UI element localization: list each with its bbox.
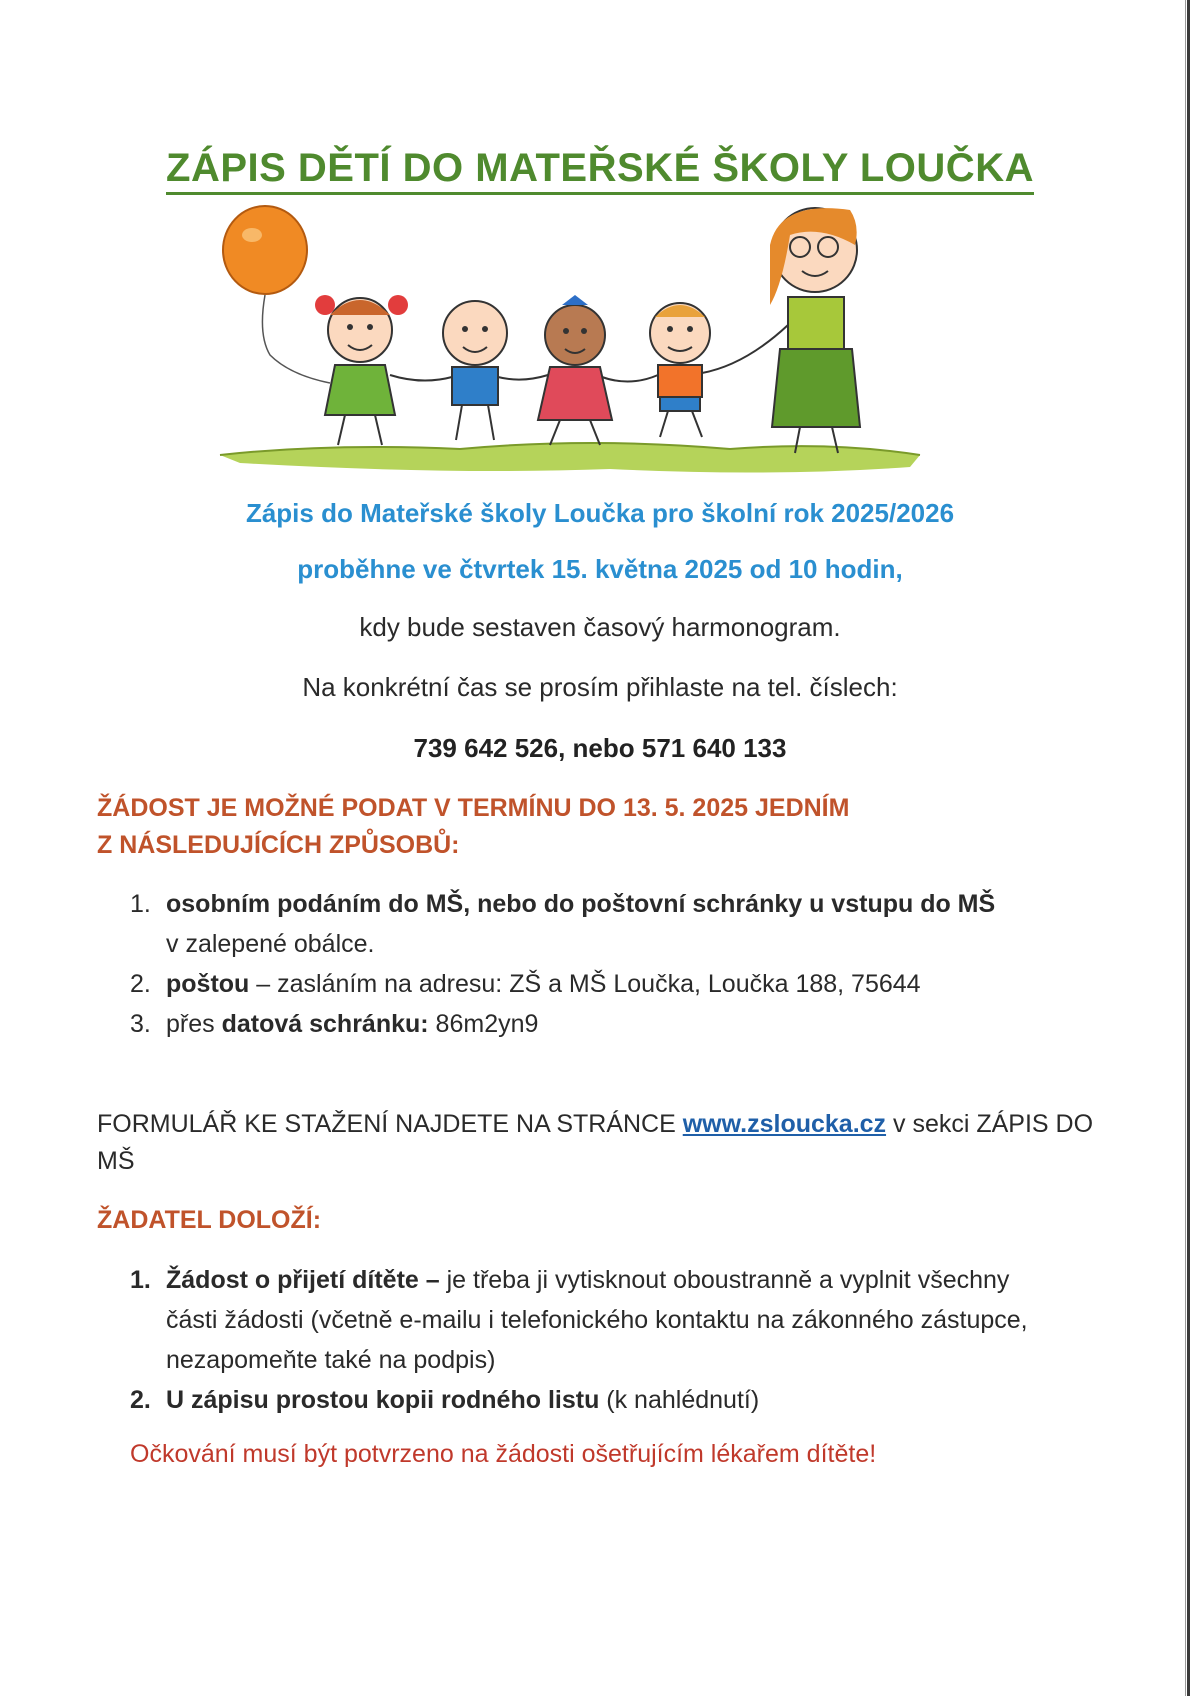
- document-detail: je třeba ji vytisknout oboustranně a vyplnit všechny části žádosti (včetně e-mailu i telefonického kontaktu na zákonného zástupce, nezapomeňte také na podpis): [166, 1266, 1028, 1374]
- submission-heading-line-2: Z NÁSLEDUJÍCÍCH ZPŮSOBŮ:: [97, 831, 460, 859]
- info-line-3: kdy bude sestaven časový harmonogram.: [359, 612, 841, 642]
- scan-edge-shadow: [1185, 0, 1186, 1696]
- page-title-text: ZÁPIS DĚTÍ DO MATEŘSKÉ ŠKOLY LOUČKA: [166, 146, 1034, 195]
- phone-numbers: 739 642 526, nebo 571 640 133: [413, 733, 787, 763]
- list-number: 2.: [130, 970, 151, 998]
- list-number: 1.: [130, 1266, 151, 1294]
- submission-methods-list: [130, 884, 1080, 1044]
- list-item: [130, 1260, 1030, 1380]
- form-download-note: [97, 1106, 1097, 1180]
- document-title: Žádost o přijetí dítěte –: [166, 1266, 440, 1294]
- required-documents-list: [130, 1260, 1030, 1420]
- form-text-after: v sekci ZÁPIS DO MŠ: [97, 1110, 1094, 1175]
- method-title: datová schránku:: [221, 1010, 429, 1038]
- method-prefix: přes: [166, 1010, 222, 1038]
- website-link[interactable]: www.zsloucka.cz: [682, 1110, 887, 1138]
- children-illustration: [210, 205, 930, 490]
- method-detail: 86m2yn9: [428, 1010, 539, 1038]
- list-number: 1.: [130, 890, 151, 918]
- page-title: [0, 146, 1200, 191]
- form-text-before: FORMULÁŘ KE STAŽENÍ NAJDETE NA STRÁNCE: [97, 1110, 683, 1138]
- submission-heading-line-1: ŽÁDOST JE MOŽNÉ PODAT V TERMÍNU DO 13. 5. 2025 JEDNÍM: [97, 794, 850, 822]
- info-line-4: Na konkrétní čas se prosím přihlaste na tel. číslech:: [302, 672, 898, 702]
- info-line-1: Zápis do Mateřské školy Loučka pro školní rok 2025/2026: [245, 498, 955, 528]
- method-title: osobním podáním do MŠ, nebo do poštovní schránky u vstupu do MŠ: [166, 890, 996, 918]
- submission-heading: [97, 790, 849, 864]
- list-number: 2.: [130, 1386, 151, 1414]
- list-item: [130, 1004, 1080, 1044]
- method-title: poštou: [166, 970, 250, 998]
- method-detail: – zasláním na adresu: ZŠ a MŠ Loučka, Loučka 188, 75644: [249, 970, 921, 998]
- list-item: [130, 884, 1080, 964]
- list-number: 3.: [130, 1010, 151, 1038]
- scan-edge: [1187, 0, 1190, 1696]
- document-detail: (k nahlédnutí): [599, 1386, 760, 1414]
- applicant-heading: ŽADATEL DOLOŽÍ:: [97, 1206, 322, 1234]
- vaccination-warning: Očkování musí být potvrzeno na žádosti ošetřujícím lékařem dítěte!: [130, 1440, 877, 1468]
- list-item: [130, 964, 1080, 1004]
- list-item: [130, 1380, 1030, 1420]
- method-detail: v zalepené obálce.: [166, 930, 375, 958]
- info-line-2: proběhne ve čtvrtek 15. května 2025 od 10 hodin,: [297, 554, 903, 584]
- document-title: U zápisu prostou kopii rodného listu: [166, 1386, 600, 1414]
